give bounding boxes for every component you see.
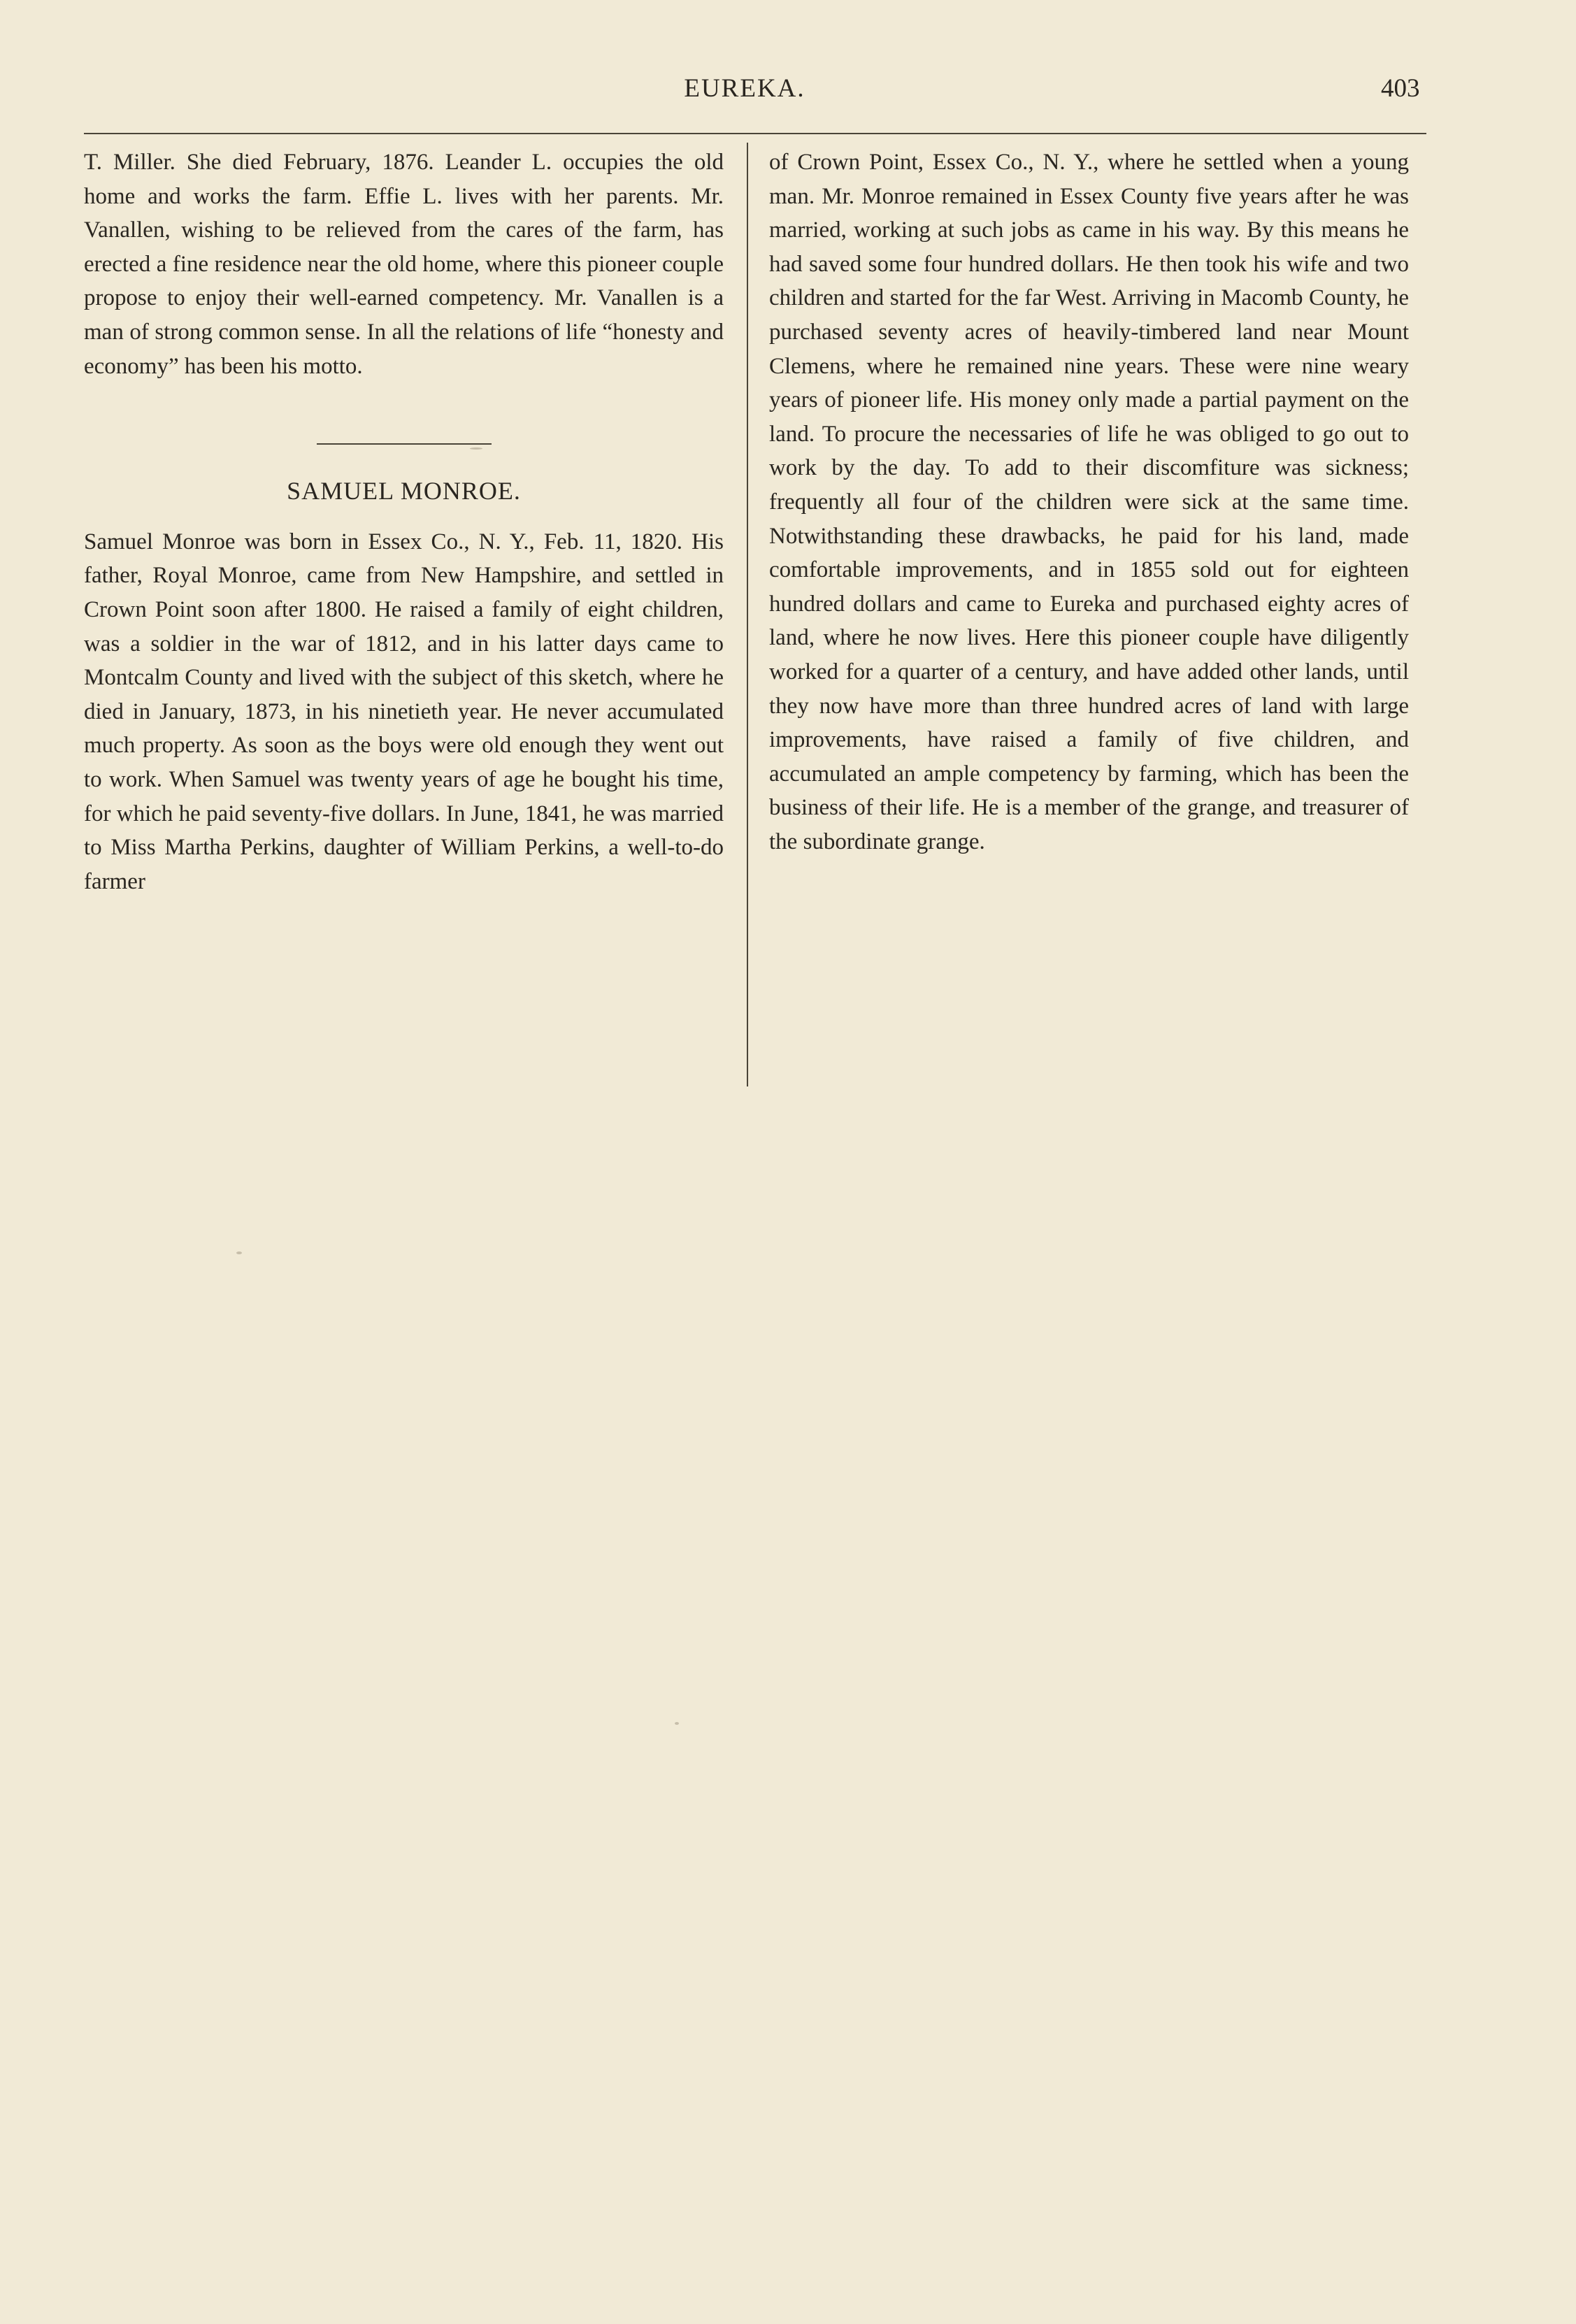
section-title: SAMUEL MONROE.	[287, 477, 521, 505]
column-divider	[747, 143, 748, 1086]
running-title: EUREKA.	[684, 74, 805, 103]
previous-biography-ending: T. Miller. She died February, 1876. Leander L. occupies the old home and works the farm. Effie L. lives with her parents. Mr. Vanallen, wishing to be relieved from the cares of the farm, has erected a fine residence near the old home, where this pioneer couple propose to enjoy their well-earned competency. Mr. Vanallen is a man of strong common sense. In all the relations of life “honesty and economy” has been his motto.	[84, 150, 724, 379]
running-head	[0, 73, 1576, 115]
section-divider-rule	[317, 443, 492, 445]
left-column	[84, 145, 724, 898]
biography-continued-paragraph: of Crown Point, Essex Co., N. Y., where he settled when a young man. Mr. Monroe remained in Essex County five years after he was married, working at such jobs as came in his way. By this means he had saved some four hundred dollars. He then took his wife and two children and started for the far West. Arriving in Macomb County, he purchased seventy acres of heavily-timbered land near Mount Clemens, where he remained nine years. These were nine weary years of pioneer life. His money only made a partial payment on the land. To procure the necessaries of life he was obliged to go out to work by the day. To add to their discomfiture was sickness; frequently all four of the children were sick at the same time. Notwithstanding these drawbacks, he paid for his land, made comfortable improvements, and in 1855 sold out for eighteen hundred dollars and came to Eureka and purchased eighty acres of land, where he now lives. Here this pioneer couple have diligently worked for a quarter of a century, and have added other lands, until they now have more than three hundred acres of land with large improvements, have raised a family of five children, and accumulated an ample competency by farming, which has been the business of their life. He is a member of the grange, and treasurer of the subordinate grange.	[769, 150, 1409, 854]
biography-paragraph: Samuel Monroe was born in Essex Co., N. Y., Feb. 11, 1820. His father, Royal Monroe, came from New Hampshire, and settled in Crown Point soon after 1800. He raised a family of eight children, was a soldier in the war of 1812, and in his latter days came to Montcalm County and lived with the subject of this sketch, where he died in January, 1873, in his ninetieth year. He never accumulated much property. As soon as the boys were old enough they went out to work. When Samuel was twenty years of age he bought his time, for which he paid seventy-five dollars. In June, 1841, he was married to Miss Martha Perkins, daughter of William Perkins, a well-to-do farmer	[84, 529, 724, 894]
paper-speck	[675, 1722, 679, 1725]
header-rule	[84, 133, 1426, 134]
page-number: 403	[1381, 74, 1420, 103]
right-column	[769, 145, 1409, 859]
paper-speck	[236, 1251, 242, 1254]
paper-speck	[470, 447, 482, 450]
